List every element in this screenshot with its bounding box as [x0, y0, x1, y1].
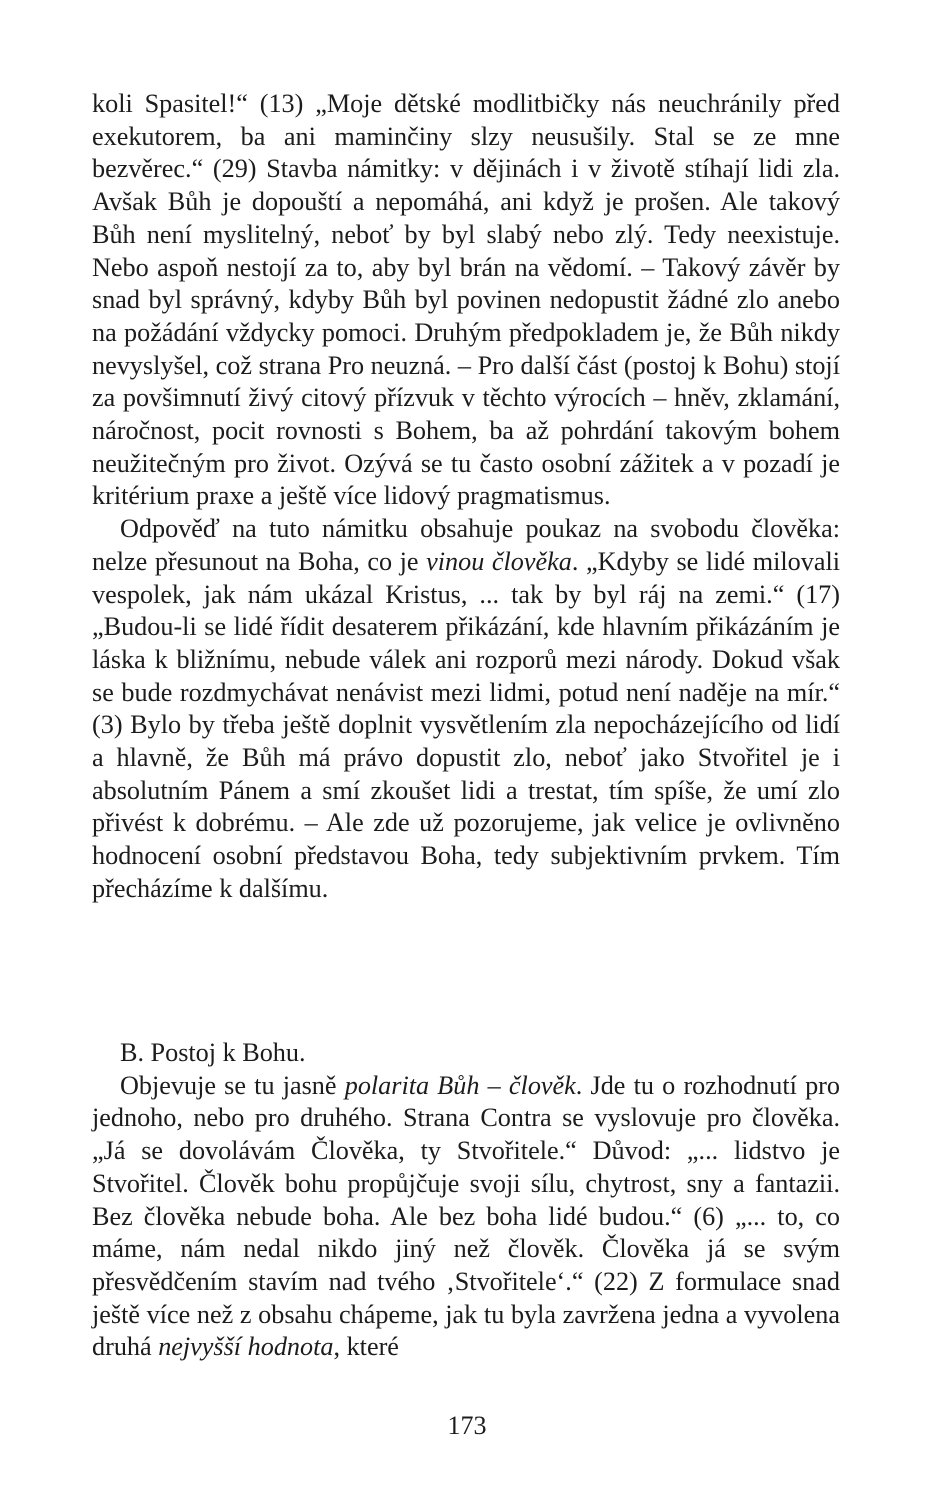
- text-segment-italic: polarita Bůh – člověk: [344, 1070, 576, 1100]
- text-segment: . Jde tu o rozhodnutí pro jednoho, nebo pro druhého. Strana Contra se vyslovuje pro člověka. „Já se dovolávám Člověka, ty Stvořitele.“ Důvod: „... lidstvo je Stvořitel. Člověk bohu propůjčuje svoji sílu, chytrost, sny a fantazii. Bez člověka nebude boha. Ale bez boha lidé budou.“ (6) „... to, co máme, nám nedal nikdo jiný než člověk. Člověka já se svým přesvědčením stavím nad tvého ‚Stvořitele‘.“ (22) Z formulace snad ještě více než z obsahu chápeme, jak tu byla zavržena jedna a vyvolena druhá: [92, 1070, 840, 1362]
- text-segment: , které: [333, 1332, 399, 1362]
- paragraph-continued: [92, 88, 840, 513]
- text-segment-italic: nejvyšší hodnota: [158, 1332, 334, 1362]
- text-segment: Objevuje se tu jasně: [120, 1070, 345, 1100]
- text-segment: koli Spasitel!“ (13) „Moje dětské modlitbičky nás neuchránily před exekutorem, ba ani maminčiny slzy neusušily. Stal se ze mne bezvěrec.“ (29) Stavba námitky: v dějinách i v životě stíhají lidi zla. Avšak Bůh je dopouští a nepomáhá, ani když je prošen. Ale takový Bůh není myslitelný, neboť by byl slabý nebo zlý. Tedy neexistuje. Nebo aspoň nestojí za to, aby byl brán na vědomí. – Takový závěr by snad byl správný, kdyby Bůh byl povinen nedopustit žádné zlo anebo na požádání vždycky pomoci. Druhým předpokladem je, že Bůh nikdy nevyslyšel, což strana Pro neuzná. – Pro další část (postoj k Bohu) stojí za povšimnutí živý citový přízvuk v těchto výrocích – hněv, zklamání, náročnost, pocit rovnosti s Bohem, ba až pohrdání takovým bohem neužitečným pro život. Ozývá se tu často osobní zážitek a v pozadí je kritérium praxe a ještě více lidový pragmatismus.: [92, 89, 840, 511]
- paragraph-answer: [92, 513, 840, 905]
- paragraph-polarity: [92, 1070, 840, 1364]
- text-segment-italic: vinou člověka: [426, 546, 572, 576]
- text-segment: . „Kdyby se lidé milovali vespolek, jak nám ukázal Kristus, ... tak by byl ráj na zemi.“ (17) „Budou-li se lidé řídit desaterem přikázání, kde hlavním přikázáním je láska k bližnímu, nebude válek ani rozporů mezi národy. Dokud však se bude rozdmychávat nenávist mezi lidmi, potud není naděje na mír.“ (3) Bylo by třeba ještě doplnit vysvětlením zla nepocházejícího od lidí a hlavně, že Bůh má právo dopustit zlo, neboť jako Stvořitel je i absolutním Pánem a smí zkoušet lidi a trestat, tím spíše, že umí zlo přivést k dobrému. – Ale zde už pozorujeme, jak velice je ovlivněno hodnocení osobní představou Boha, tedy subjektivním prvkem. Tím přecházíme k dalšímu.: [92, 546, 840, 903]
- body-text-upper: [92, 88, 840, 906]
- body-text-lower: [92, 1037, 840, 1364]
- section-heading: B. Postoj k Bohu.: [120, 1038, 306, 1067]
- text-segment: Odpověď na tuto námitku obsahuje poukaz na svobodu člověka: nelze přesunout na Boha, co je: [92, 514, 840, 576]
- page-number: 173: [447, 1411, 487, 1440]
